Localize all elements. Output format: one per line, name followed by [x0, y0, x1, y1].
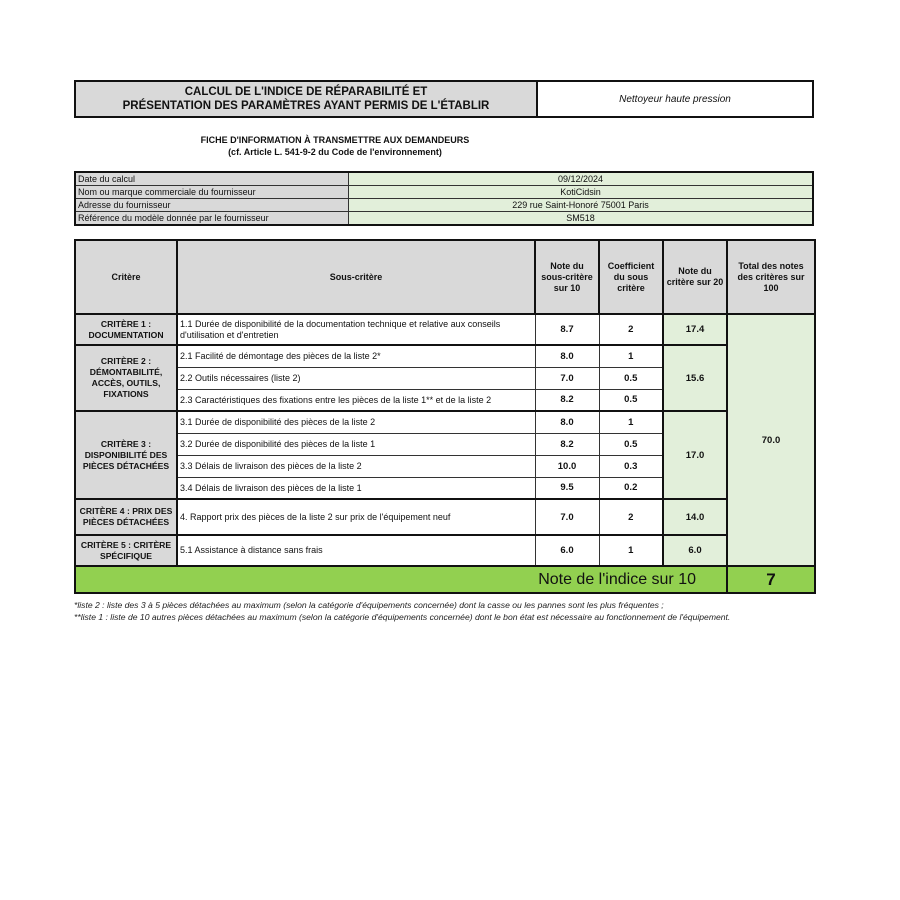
subcriterion-label: 4. Rapport prix des pièces de la liste 2 sur prix de l'équipement neuf: [177, 499, 535, 535]
subcriterion-note: 10.0: [535, 455, 599, 477]
subcriterion-coefficient: 2: [599, 314, 663, 345]
subcriterion-coefficient: 0.5: [599, 433, 663, 455]
info-value: 229 rue Saint-Honoré 75001 Paris: [349, 199, 814, 212]
criterion-label: CRITÈRE 3 : DISPONIBILITÉ DES PIÈCES DÉTACHÉES: [75, 411, 177, 499]
header-total: Total des notes des critères sur 100: [727, 240, 815, 314]
table-row: [75, 314, 815, 345]
repairability-table: [74, 239, 816, 594]
criterion-note: 6.0: [663, 535, 727, 566]
subcriterion-label: 2.2 Outils nécessaires (liste 2): [177, 367, 535, 389]
title-line-2: PRÉSENTATION DES PARAMÈTRES AYANT PERMIS DE L'ÉTABLIR: [122, 100, 490, 112]
subcriterion-note: 8.2: [535, 433, 599, 455]
subcriterion-coefficient: 0.3: [599, 455, 663, 477]
subcriterion-label: 3.4 Délais de livraison des pièces de la liste 1: [177, 477, 535, 499]
product-type: Nettoyeur haute pression: [619, 93, 731, 105]
subcriterion-label: 3.1 Durée de disponibilité des pièces de la liste 2: [177, 411, 535, 433]
subcriterion-label: 5.1 Assistance à distance sans frais: [177, 535, 535, 566]
info-label: Date du calcul: [75, 172, 349, 186]
info-label: Adresse du fournisseur: [75, 199, 349, 212]
final-score-label: Note de l'indice sur 10: [75, 566, 727, 593]
header-coefficient: Coefficient du sous critère: [599, 240, 663, 314]
header-box: [74, 80, 814, 118]
info-value: SM518: [349, 212, 814, 226]
criterion-note: 14.0: [663, 499, 727, 535]
table-header-row: [75, 240, 815, 314]
subcriterion-note: 7.0: [535, 367, 599, 389]
table-row: [75, 411, 815, 433]
subcriterion-coefficient: 0.5: [599, 389, 663, 411]
subcriterion-label: 1.1 Durée de disponibilité de la documentation technique et relative aux conseils d'utilisation et d'entretien: [177, 314, 535, 345]
info-row: [75, 212, 813, 226]
subcriterion-note: 6.0: [535, 535, 599, 566]
footnote-liste-1: **liste 1 : liste de 10 autres pièces détachées au maximum (selon la catégorie d'équipements concernée) dont le bon état est nécessaire au fonctionnement de l'équipement.: [74, 611, 731, 622]
footnotes: [74, 600, 814, 623]
header-sous-critere: Sous-critère: [177, 240, 535, 314]
table-row: [75, 499, 815, 535]
subcriterion-label: 2.3 Caractéristiques des fixations entre les pièces de la liste 1** et de la liste 2: [177, 389, 535, 411]
criterion-label: CRITÈRE 1 : DOCUMENTATION: [75, 314, 177, 345]
subcriterion-coefficient: 0.2: [599, 477, 663, 499]
info-row: [75, 199, 813, 212]
total-score: 70.0: [727, 314, 815, 566]
info-value: 09/12/2024: [349, 172, 814, 186]
subcriterion-coefficient: 1: [599, 535, 663, 566]
info-row: [75, 172, 813, 186]
table-row: [75, 535, 815, 566]
criterion-label: CRITÈRE 2 : DÉMONTABILITÉ, ACCÈS, OUTILS, FIXATIONS: [75, 345, 177, 411]
subheader-line-1: FICHE D'INFORMATION À TRANSMETTRE AUX DEMANDEURS: [200, 135, 470, 145]
subheader-line-2: (cf. Article L. 541-9-2 du Code de l'environnement): [228, 147, 442, 157]
final-score-row: [75, 566, 815, 593]
final-score-value: 7: [727, 566, 815, 593]
criterion-note: 17.0: [663, 411, 727, 499]
info-label: Nom ou marque commerciale du fournisseur: [75, 186, 349, 199]
subcriterion-label: 2.1 Facilité de démontage des pièces de la liste 2*: [177, 345, 535, 367]
subcriterion-label: 3.3 Délais de livraison des pièces de la liste 2: [177, 455, 535, 477]
document-title: [76, 82, 538, 116]
table-row: [75, 345, 815, 367]
criterion-note: 17.4: [663, 314, 727, 345]
header-critere: Critère: [75, 240, 177, 314]
subcriterion-label: 3.2 Durée de disponibilité des pièces de la liste 1: [177, 433, 535, 455]
criterion-label: CRITÈRE 5 : CRITÈRE SPÉCIFIQUE: [75, 535, 177, 566]
subcriterion-coefficient: 2: [599, 499, 663, 535]
subcriterion-coefficient: 1: [599, 411, 663, 433]
subcriterion-note: 9.5: [535, 477, 599, 499]
criterion-note: 15.6: [663, 345, 727, 411]
info-value: KotiCidsin: [349, 186, 814, 199]
info-row: [75, 186, 813, 199]
subcriterion-note: 8.7: [535, 314, 599, 345]
header-note-sous-critere: Note du sous-critère sur 10: [535, 240, 599, 314]
subcriterion-note: 7.0: [535, 499, 599, 535]
subcriterion-note: 8.2: [535, 389, 599, 411]
subcriterion-note: 8.0: [535, 411, 599, 433]
subcriterion-coefficient: 0.5: [599, 367, 663, 389]
subcriterion-note: 8.0: [535, 345, 599, 367]
info-label: Référence du modèle donnée par le fournisseur: [75, 212, 349, 226]
subcriterion-coefficient: 1: [599, 345, 663, 367]
footnote-liste-2: *liste 2 : liste des 3 à 5 pièces détachées au maximum (selon la catégorie d'équipements concernée) dont la casse ou les pannes sont les plus fréquentes ;: [74, 600, 664, 610]
supplier-info-table: [74, 171, 814, 226]
criterion-label: CRITÈRE 4 : PRIX DES PIÈCES DÉTACHÉES: [75, 499, 177, 535]
header-note-critere: Note du critère sur 20: [663, 240, 727, 314]
title-line-1: CALCUL DE L'INDICE DE RÉPARABILITÉ ET: [184, 86, 428, 98]
